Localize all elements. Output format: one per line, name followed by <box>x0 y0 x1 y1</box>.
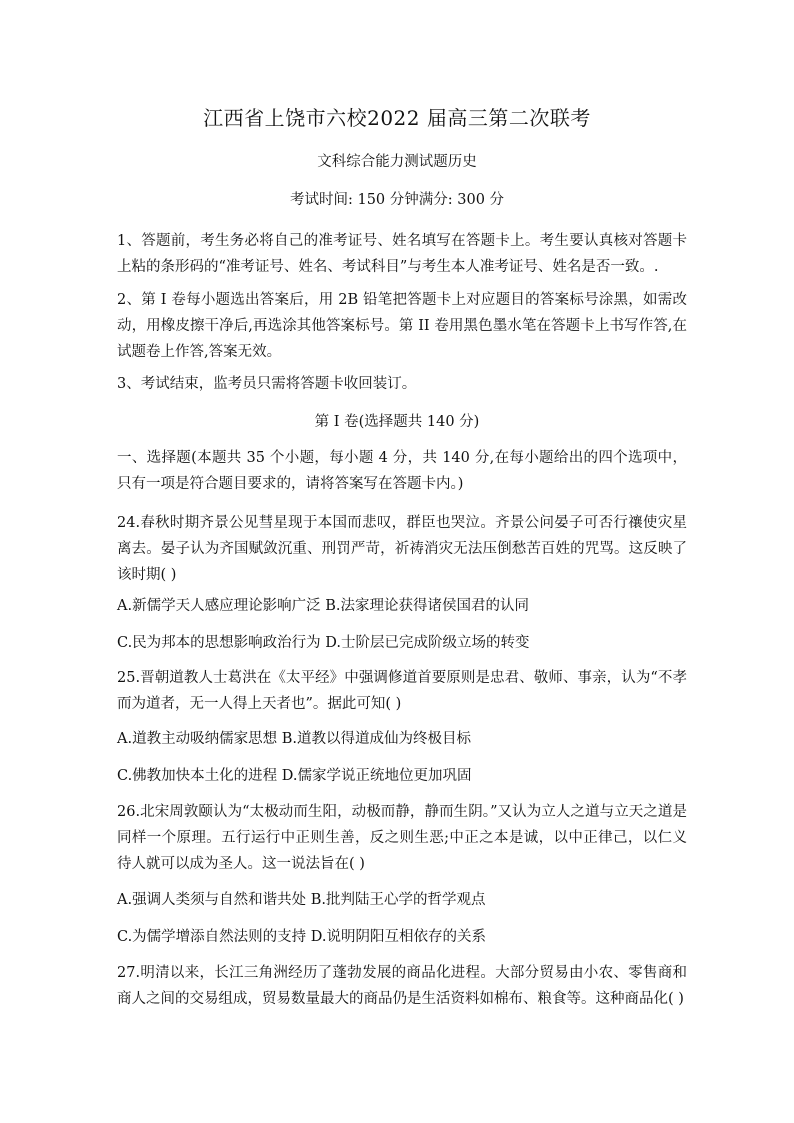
instruction-1: 1、答题前，考生务必将自己的准考证号、姓名填写在答题卡上。考生要认真核对答题卡上粘的条形码的“准考证号、姓名、考试科目”与考生本人准考证号、姓名是否一致。. <box>117 233 687 275</box>
section-heading: 第 I 卷(选择题共 140 分) <box>314 414 480 430</box>
question-24-stem: 24.春秋时期齐景公见彗星现于本国而悲叹，群臣也哭泣。齐景公问晏子可否行禳使灾星离去。晏子认为齐国赋敛沉重、刑罚严苛，祈祷消灾无法压倒愁苦百姓的咒骂。这反映了该时期( ) <box>117 515 687 583</box>
question-26-options-ab: A.强调人类须与自然和谐共处 B.批判陆王心学的哲学观点 <box>117 892 486 908</box>
instruction-3: 3、考试结束，监考员只需将答题卡收回装订。 <box>117 376 417 392</box>
question-24-options-cd: C.民为邦本的思想影响政治行为 D.士阶层已完成阶级立场的转变 <box>117 635 530 651</box>
exam-title: 江西省上饶市六校2022 届高三第二次联考 <box>203 106 591 130</box>
exam-info: 考试时间: 150 分钟满分: 300 分 <box>289 192 505 208</box>
question-26-options-cd: C.为儒学增添自然法则的支持 D.说明阴阳互相依存的关系 <box>117 929 487 945</box>
instruction-2: 2、第 I 卷每小题选出答案后，用 2B 铅笔把答题卡上对应题目的答案标号涂黑，如需改动，用橡皮擦干净后,再选涂其他答案标号。第 II 卷用黑色墨水笔在答题卡上书写作答,在试题卷上作答,答案无效。 <box>117 292 687 360</box>
question-26-stem: 26.北宋周敦颐认为“太极动而生阳，动极而静，静而生阴。”又认为立人之道与立天之道是同样一个原理。五行运行中正则生善，反之则生恶;中正之本是诚，以中正律己，以仁义待人就可以成为圣人。这一说法旨在( ) <box>117 804 687 872</box>
question-25-stem: 25.晋朝道教人士葛洪在《太平经》中强调修道首要原则是忠君、敬师、事亲，认为“不孝而为道者，无一人得上天者也”。据此可知( ) <box>117 670 687 712</box>
question-25-options-cd: C.佛教加快本土化的进程 D.儒家学说正统地位更加巩固 <box>117 768 472 784</box>
question-27-stem: 27.明清以来，长江三角洲经历了蓬勃发展的商品化进程。大部分贸易由小农、零售商和商人之间的交易组成，贸易数量最大的商品仍是生活资料如棉布、粮食等。这种商品化( ) <box>117 965 687 1007</box>
section-intro: 一、选择题(本题共 35 个小题，每小题 4 分，共 140 分,在每小题给出的四个选项中，只有一项是符合题目要求的，请将答案写在答题卡内。) <box>117 450 687 492</box>
question-25-options-ab: A.道教主动吸纳儒家思想 B.道教以得道成仙为终极目标 <box>117 731 471 747</box>
exam-subject: 文科综合能力测试题历史 <box>317 154 477 170</box>
question-24-options-ab: A.新儒学天人感应理论影响广泛 B.法家理论获得诸侯国君的认同 <box>117 598 529 614</box>
